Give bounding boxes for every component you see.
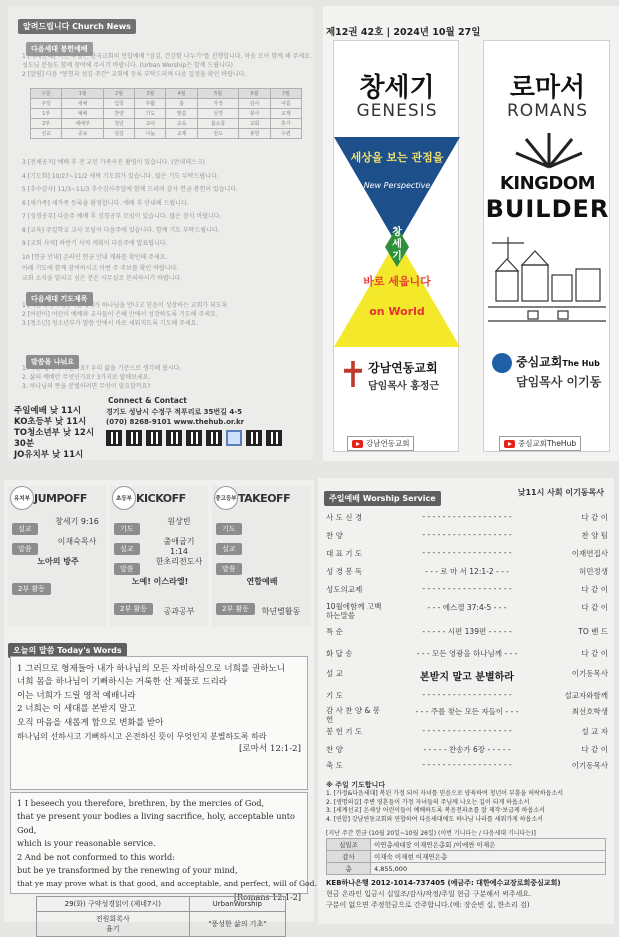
bank-account: KEB하나은행 2012-1014-737405 (예금주: 대한예수교장로회중심교회) <box>326 879 561 887</box>
order-item: 대 표 기 도 <box>326 549 363 558</box>
service-name: KO초등부 <box>14 417 53 427</box>
kids-row-label: 2부 활동 <box>114 603 153 615</box>
grid-cell: 구분 <box>31 89 62 99</box>
grid-row <box>31 119 302 129</box>
order-leader: 다 같 이 <box>581 513 608 522</box>
order-item: 화 답 송 <box>326 649 353 658</box>
qr-code-icon[interactable] <box>266 430 282 446</box>
service-time: 낮 12시30분 <box>14 428 95 449</box>
scripture-line: 이는 너희가 드릴 영적 예배니라 <box>17 690 136 701</box>
grid-cell: 6월 <box>239 89 270 99</box>
town-illustration-icon <box>488 231 606 331</box>
notices-header <box>18 14 136 34</box>
order-detail: - - - - - 시편 139편 - - - - - <box>422 627 512 636</box>
grid-cell: 찬양 <box>103 109 134 119</box>
kids-row-value: 노아의 방주 <box>37 557 79 566</box>
grid-cell: 여름 <box>270 99 301 109</box>
grid-cell: 2부 <box>31 119 62 129</box>
scripture-line: but be ye transformed by the renewing of your mind, <box>17 865 238 876</box>
order-item: 설 교 <box>326 669 343 678</box>
issue-info: 제12권 42호 | 2024년 10월 27일 <box>326 27 481 38</box>
offering-value: 이연총세대장 이재연은총회 /이에싼 이재은 <box>371 839 606 851</box>
offering-label: 총 <box>327 863 371 875</box>
scripture-reference-en: [Romans 12:1-2] <box>234 892 301 902</box>
prayers-title: ※ 주일 기도합니다 <box>326 781 386 789</box>
offering-note: 현금 온라인 입금시 십일조/감사/작정/주일 현금 구분해서 써주세요. <box>326 890 532 898</box>
order-item: 기 도 <box>326 691 343 700</box>
kids-row-label: 기도 <box>216 523 242 535</box>
kingdom-text: KINGDOM <box>499 173 596 194</box>
grid-cell: 예배 <box>62 109 104 119</box>
notice-line: 7 [성경공부] 다음주 예배 후 성경공부 모임이 있습니다. 많은 참석 바랍니다. <box>22 213 222 220</box>
prayer-lines <box>22 301 307 328</box>
genesis-title-ko: 창세기 <box>359 73 435 103</box>
church-address: 경기도 성남시 수정구 적푸리로 35번길 4-5 <box>106 408 243 416</box>
genesis-tagline-2: New Perspective <box>363 181 431 190</box>
order-detail: 본받지 말고 분별하라 <box>420 672 514 683</box>
scripture-english <box>10 792 317 902</box>
service-time: 낮 11시 <box>55 417 87 427</box>
order-detail: - - - 로 마 서 12:1-2 - - - <box>425 567 509 576</box>
notices-title: 알려드립니다 Church News <box>18 19 136 34</box>
notice-line: 10 [헌금 안내] 온라인 헌금 안내 계좌를 확인해 주세요. <box>22 253 168 261</box>
order-item: 10월에함께 고백하는말씀 <box>326 602 382 620</box>
prayer-line: 2 [어린이] 어린이 예배와 교사들이 은혜 안에서 성장하도록 기도해 주세요. <box>22 311 218 318</box>
kids-row-label: 2부 활동 <box>12 583 51 595</box>
grid-cell: 청년 <box>103 119 134 129</box>
kids-row-value: 연합예배 <box>246 577 278 586</box>
notice-subheader-3: 말씀을 나눠요 <box>26 355 79 369</box>
kids-title: JUMPOFF <box>34 492 87 505</box>
romans-pastor: 담임목사 이기동 <box>516 375 602 389</box>
notice-line: 2 [알림] 다음 "봉헌과 섬김 주간" 교회에 등록 부탁드리며 다음 일정을 확인 바랍니다. <box>22 71 247 78</box>
scripture-reference-ko: [로마서 12:1-2] <box>238 744 301 755</box>
scripture-line: 1 I beseech you therefore, brethren, by the mercies of God, <box>17 798 265 808</box>
grid-cell: 봉헌 <box>239 129 270 139</box>
order-leader: 찬 양 팀 <box>581 531 608 540</box>
grid-cell: 예배부 <box>62 119 104 129</box>
order-leader: 다 같 이 <box>581 603 608 612</box>
grid-cell: 선교 <box>31 129 62 139</box>
order-detail: - - - - - - - - - - - - - - - - - - <box>422 726 512 735</box>
genesis-tagline-4: on World <box>369 305 425 318</box>
order-leader: 허민정생 <box>579 567 608 576</box>
scripture-line: 오직 마음을 새롭게 함으로 변화를 받아 <box>17 717 164 728</box>
scripture-korean <box>10 656 308 790</box>
kids-row-label: 2부 활동 <box>216 603 255 615</box>
genesis-youtube-label: 강남연동교회 <box>366 439 410 448</box>
romans-youtube-label: 중심교회TheHub <box>518 439 577 448</box>
prayer-item: 3. [세계선교] 온세상 어린이들이 예배하도록 복음전파초를 잘 제작·보급케 하옵소서 <box>326 807 545 814</box>
qr-code-icon[interactable] <box>146 430 162 446</box>
grid-cell: 3월 <box>135 89 166 99</box>
qr-code-icon[interactable] <box>206 430 222 446</box>
grid-cell: 봄 <box>166 99 197 109</box>
grid-row <box>31 99 302 109</box>
kids-row-label: 말씀 <box>12 543 38 555</box>
share-line: 2. 삶의 예배란 무엇인가요? 3가지로 말해보세요. <box>22 374 151 381</box>
order-detail: - - - - - 찬송가 6장 - - - - - <box>423 745 511 754</box>
order-detail: - - - - - - - - - - - - - - - - - - <box>422 690 512 699</box>
order-leader: 이기동목사 <box>571 669 608 678</box>
kids-row-value: 학년별활동 <box>261 607 301 616</box>
order-item: 봉 헌 기 도 <box>326 727 363 736</box>
scripture-line: 하나님의 선하시고 기뻐하시고 온전하신 뜻이 무엇인지 분별하도록 하라 <box>17 732 267 742</box>
order-item: 축 도 <box>326 761 343 770</box>
app-icon[interactable] <box>226 430 242 446</box>
grid-cell: 전도 <box>197 129 239 139</box>
order-item: 특 순 <box>326 627 343 636</box>
grid-cell: 1월 <box>62 89 104 99</box>
kids-row-value: 한초리전도사 <box>155 557 203 566</box>
order-leader: 설 교 자 <box>581 727 608 736</box>
kids-title: KICKOFF <box>136 492 186 505</box>
notice-line: 6 [새가족] 새가족 등록을 환영합니다. 예배 후 안내해 드립니다. <box>22 199 189 207</box>
romans-youtube[interactable] <box>499 436 581 451</box>
order-item: 찬 양 <box>326 745 343 754</box>
share-lines <box>22 364 307 391</box>
service-time: 낮 11시 <box>52 450 84 460</box>
order-detail: - - - - - - - - - - - - - - - - - - <box>422 530 512 539</box>
order-detail: - - - - - - - - - - - - - - - - - - <box>422 760 512 769</box>
order-detail: - - - 모든 영광을 하나님께 - - - <box>416 649 518 658</box>
offering-title: [지난 주간 헌금 (10월 20일~10월 26일) (이번 기니다는 / 다음세대 기니다는)] <box>326 830 536 837</box>
order-detail: - - - 에스겔 37:4-5 - - - <box>427 603 507 612</box>
service-name: JO유치부 <box>14 450 50 460</box>
grid-row <box>31 89 302 99</box>
notice-line: 9 [교회 사역] 하반기 사역 계획이 다음주에 발표됩니다. <box>22 240 168 247</box>
scripture-line: 2 And be not conformed to this world: <box>17 851 176 862</box>
grid-cell: 입학 <box>103 99 134 109</box>
kids-program <box>110 486 208 626</box>
kids-row-value: 노예! 이스라엘! <box>131 577 189 586</box>
kids-row-value: 창세기 9:16 <box>55 517 99 526</box>
grid-cell: 수련 <box>270 129 301 139</box>
cover-panel <box>323 6 619 461</box>
grid-cell: 봄소풍 <box>197 119 239 129</box>
scripture-line: that ye present your bodies a living sacrifice, holy, acceptable unto God, <box>17 811 295 835</box>
schedule-grid <box>30 88 302 139</box>
notice-line: 아래 기도에 함께 참여하시고 이번 주 주보를 확인 바랍니다. <box>22 265 179 272</box>
order-leader: 다 같 이 <box>581 585 608 594</box>
share-line: 3. 하나님의 뜻을 분별하려면 무엇이 필요할까요? <box>22 383 151 390</box>
order-leader: 이재연집사 <box>571 549 608 558</box>
kids-row-label: 기도 <box>114 523 140 535</box>
grid-cell: 성경 <box>197 109 239 119</box>
scripture-line: which is your reasonable service. <box>17 838 156 849</box>
sunburst-icon <box>514 129 584 169</box>
notice-lines-1 <box>22 52 312 79</box>
kids-row-label: 설교 <box>114 543 140 555</box>
genesis-vertical-label: 창세기 <box>392 227 402 262</box>
order-time: 낮11시 사회 이기동목사 <box>517 488 604 497</box>
reading-table <box>36 896 286 937</box>
service-name: 주일예배 <box>14 406 47 416</box>
grid-cell: 중보 <box>62 129 104 139</box>
notice-line: 3 [전체공지] 예배 후 전 교인 가족사진 촬영이 있습니다. (안내데스크) <box>22 159 205 166</box>
builder-text: BUILDER <box>485 195 610 223</box>
qr-codes <box>106 430 282 446</box>
grid-cell: 교육 <box>166 119 197 129</box>
order-leader: 다 같 이 <box>581 649 608 658</box>
order-leader: TO 밴 드 <box>578 627 608 636</box>
kids-row-value: 원상빈 <box>167 517 191 526</box>
notice-subheader-2: 다음세대 기도제목 <box>26 292 93 306</box>
word-header <box>8 638 127 658</box>
notice-line: 교회 소식을 알리고 싶은 분은 사무실로 문의하시기 바랍니다. <box>22 275 183 282</box>
grid-cell: 교제 <box>166 129 197 139</box>
grid-cell: 부활 <box>135 99 166 109</box>
scripture-line: 너희 몸을 하나님이 기뻐하시는 거룩한 산 제물로 드리라 <box>17 677 228 688</box>
romans-title-en: ROMANS <box>507 101 588 121</box>
word-title: 오늘의 말씀 Today's Words <box>8 643 127 658</box>
grid-cell: 7월 <box>270 89 301 99</box>
contact-title: Connect & Contact <box>108 396 187 405</box>
genesis-title-en: GENESIS <box>356 101 438 121</box>
offering-value: 이재숙 이재현 이재연은총 <box>371 851 606 863</box>
reading-header-1: 29(화) 구약성경읽어 (제네7시) <box>37 897 190 912</box>
youtube-icon <box>352 440 363 448</box>
order-leader: 이기동목사 <box>571 761 608 770</box>
qr-code-icon[interactable] <box>186 430 202 446</box>
kids-badge: 중고등부 <box>214 486 238 510</box>
prayer-item: 1. [가정&다음세대] 복된 가정 되어 자녀를 믿음으로 양육하여 청년이 부흥을 허락하옵소서 <box>326 790 564 797</box>
genesis-pastor: 담임목사 홍정근 <box>368 381 440 392</box>
order-detail: - - - - - - - - - - - - - - - - - - <box>422 584 512 593</box>
offering-note: 구분이 없으면 주정헌금으로 간주합니다.(예: 장순빈 십, 한소리 검) <box>326 901 530 909</box>
order-item: 성도의교제 <box>326 585 363 594</box>
prayer-item: 2. [생명의길] 주변 영혼들이 가정 자녀들의 주님께 나오는 길이 되게 하옵소서 <box>326 798 530 806</box>
romans-card <box>483 40 610 452</box>
offering-label: 십일조 <box>327 839 371 851</box>
notice-lines-2 <box>22 156 307 284</box>
grid-cell: 교사 <box>135 119 166 129</box>
romans-title-ko: 로마서 <box>509 73 586 103</box>
worship-order-panel <box>318 478 614 924</box>
order-leader: 설교자와함께 <box>564 691 608 700</box>
offering-label: 감사 <box>327 851 371 863</box>
order-detail: - - - - - - - - - - - - - - - - - - <box>422 548 512 557</box>
grid-cell: 주일 <box>31 99 62 109</box>
kids-row-label: 말씀 <box>216 563 242 575</box>
grid-cell: 교제 <box>270 109 301 119</box>
reading-cell: 전원회록사 <box>95 915 130 923</box>
kids-row-label: 말씀 <box>114 563 140 575</box>
grid-cell: 1부 <box>31 109 62 119</box>
notice-line: 성도님 분들도 함께 참여해 주시기 바랍니다. (Urban Worship은 함께 드립니다) <box>22 62 233 69</box>
kids-and-word-panel <box>4 480 317 933</box>
notice-line: 8 [교육] 주일학교 교사 모임이 다음주에 있습니다. 함께 기도 부탁드립니다. <box>22 226 220 234</box>
genesis-church-name: 강남연동교회 <box>368 361 438 375</box>
share-line: 1. 나는 영적 부자인가요? 우리 삶을 기준으로 생각해 봅시다. <box>22 365 182 372</box>
qr-code-icon[interactable] <box>246 430 262 446</box>
grid-cell: 2월 <box>103 89 134 99</box>
grid-cell: 4월 <box>166 89 197 99</box>
kids-row-label: 설교 <box>12 523 38 535</box>
grid-cell: 나눔 <box>135 129 166 139</box>
reading-cell: "풍성한 삶의 기초" <box>189 912 285 937</box>
genesis-card <box>333 40 459 452</box>
kids-badge: 유치부 <box>10 486 34 510</box>
church-phone: (070) 8268-9101 www.thehub.or.kr <box>106 418 245 426</box>
service-name: TO청소년부 <box>14 428 60 438</box>
hub-logo-icon <box>492 353 512 373</box>
kids-row-value: 출애굽기 1:14 <box>163 537 195 556</box>
kids-row-label: 설교 <box>216 543 242 555</box>
order-detail: - - - 주를 찾는 모든 자들이 - - - <box>415 707 519 716</box>
offering-table <box>326 838 606 875</box>
grid-cell: 5월 <box>197 89 239 99</box>
order-item: 사 도 신 경 <box>326 513 363 522</box>
prayer-line: 1 [다음세대 부흥] 다음세대가 하나님을 만나고 믿음이 성장하는 교회가 되도록 <box>22 302 228 309</box>
grid-cell: 말씀 <box>166 109 197 119</box>
prayer-list <box>326 790 608 824</box>
kids-badge: 초등부 <box>112 486 136 510</box>
qr-code-icon[interactable] <box>106 430 122 446</box>
service-times <box>14 406 104 461</box>
order-leader: 다 같 이 <box>581 745 608 754</box>
grid-cell: 가정 <box>197 99 239 109</box>
order-item: 감 사 찬 양 & 봉 헌 <box>326 706 380 724</box>
cross-logo-icon <box>344 361 362 387</box>
order-item: 성 경 봉 독 <box>326 567 363 576</box>
qr-code-icon[interactable] <box>126 430 142 446</box>
prayer-item: 4. [연합] 강남연동교회와 연합하여 다음세대에도 하나님 나라를 세워가게 하옵소서 <box>326 815 543 823</box>
kids-row-value: 공과공부 <box>163 607 195 616</box>
order-title: 주일예배 Worship Service <box>324 491 441 506</box>
kids-row-value: 이재숙목사 <box>57 537 97 546</box>
order-item: 찬 양 <box>326 531 343 540</box>
genesis-tagline-1: 세상을 보는 관점을 <box>350 151 444 164</box>
grid-cell: 감사 <box>239 99 270 109</box>
grid-cell: 휴가 <box>270 119 301 129</box>
grid-cell: 섬김 <box>103 129 134 139</box>
reading-cell: 율기 <box>106 925 120 933</box>
notice-line: 4 [기도회] 10/27~11/2 새벽 기도회가 있습니다. 많은 기도 부탁드립니다. <box>22 172 219 180</box>
scripture-line: 1 그러므로 형제들아 내가 하나님의 모든 자비하심으로 너희를 권하노니 <box>17 664 286 674</box>
prayer-line: 3 [청소년] 청소년부가 말씀 안에서 바로 세워지도록 기도해 주세요. <box>22 320 199 327</box>
kids-program <box>212 486 310 626</box>
notice-panel <box>8 6 313 460</box>
service-time: 낮 11시 <box>49 406 82 416</box>
qr-code-icon[interactable] <box>166 430 182 446</box>
notice-subheader-1: 다음세대 봉헌예배 <box>26 42 93 56</box>
scripture-line: that ye may prove what is that good, and acceptable, and perfect, will of God. <box>17 879 317 889</box>
romans-hub: The Hub <box>562 359 600 368</box>
romans-church-name: 중심교회 <box>516 355 563 369</box>
youtube-icon <box>504 440 515 448</box>
reading-header-2: UrbanWorship <box>189 897 285 912</box>
scripture-line: 2 너희는 이 세대를 본받지 말고 <box>17 704 136 715</box>
order-detail: - - - - - - - - - - - - - - - - - - <box>422 512 512 521</box>
order-leader: 최선호학생 <box>571 707 608 716</box>
genesis-youtube[interactable] <box>347 436 414 451</box>
grid-cell: 봉사 <box>239 109 270 119</box>
grid-cell: 새해 <box>62 99 104 109</box>
grid-row <box>31 109 302 119</box>
notice-line: 1 [예배안내] 이번 주일은 한국교회의 연합예배 "섬김, 건강함 나누기"를 진행합니다. 마음 모아 함께 해 주세요. <box>22 53 312 60</box>
grid-row <box>31 129 302 139</box>
grid-cell: 교회 <box>239 119 270 129</box>
notice-line: 5 [추수감사] 11/3~11/3 추수감사주일에 함께 드리며 감사 헌금 봉헌이 있습니다. <box>22 186 239 193</box>
grid-cell: 기도 <box>135 109 166 119</box>
genesis-tagline-3: 바로 세웁니다 <box>363 275 431 288</box>
offering-value: 4,855,000 <box>371 863 606 875</box>
kids-title: TAKEOFF <box>238 492 291 505</box>
kids-program <box>8 486 106 626</box>
